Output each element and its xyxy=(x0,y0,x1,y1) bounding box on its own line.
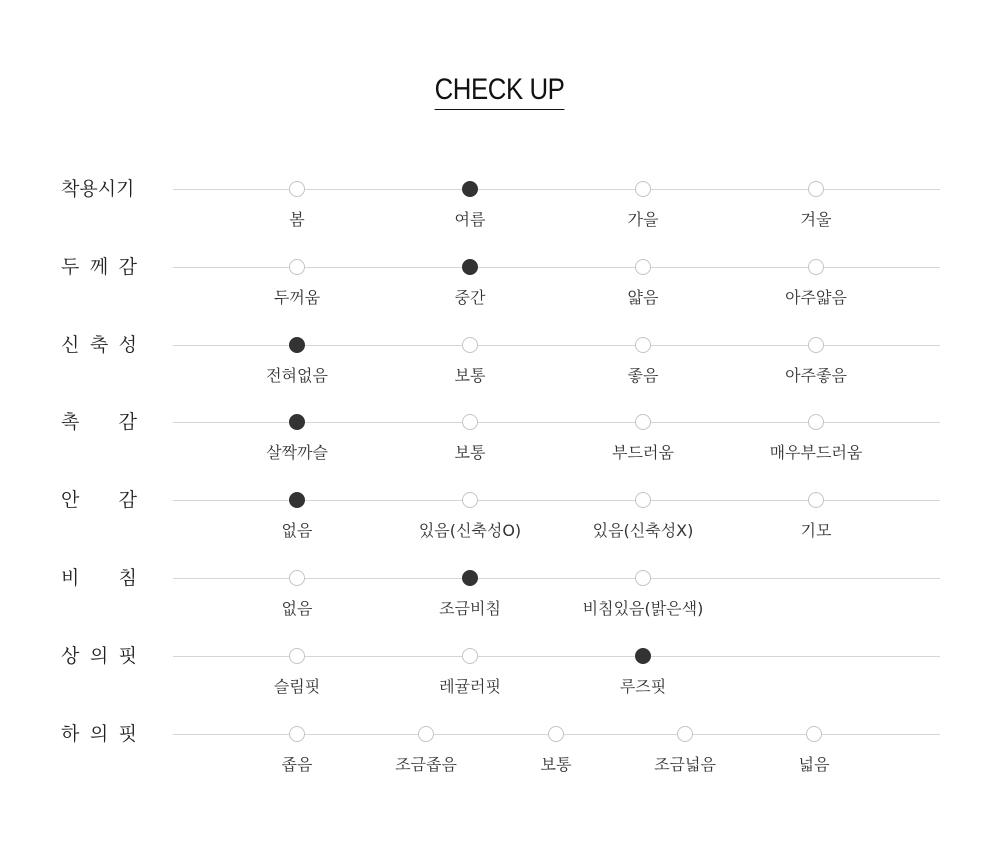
option-label: 겨울 xyxy=(800,210,832,229)
checkup-row xyxy=(0,723,1000,794)
radio-dot xyxy=(808,259,824,275)
row-label-part: 상 xyxy=(61,645,80,667)
radio-dot xyxy=(548,726,564,742)
option-label: 전혀없음 xyxy=(266,366,328,385)
option-label: 좋음 xyxy=(627,366,659,385)
selected-radio-dot xyxy=(462,181,478,197)
option-label: 넓음 xyxy=(798,755,830,774)
radio-dot xyxy=(808,414,824,430)
option-label: 조금넓음 xyxy=(654,755,716,774)
option-label: 보통 xyxy=(540,755,572,774)
row-label-part: 신 xyxy=(61,334,80,356)
radio-dot xyxy=(289,570,305,586)
radio-dot xyxy=(808,492,824,508)
selected-radio-dot xyxy=(289,492,305,508)
radio-dot xyxy=(635,337,651,353)
option-label: 봄 xyxy=(289,210,305,229)
checkup-row xyxy=(0,645,1000,716)
row-label-part: 침 xyxy=(118,567,137,589)
row-label-part: 안 xyxy=(61,489,80,511)
radio-dot xyxy=(806,726,822,742)
checkup-row xyxy=(0,489,1000,560)
row-label-part: 께 xyxy=(89,256,109,278)
checkup-row xyxy=(0,567,1000,638)
option-label: 여름 xyxy=(454,210,486,229)
option-label: 중간 xyxy=(454,288,486,307)
option-label: 가을 xyxy=(627,210,659,229)
radio-dot xyxy=(462,414,478,430)
radio-dot xyxy=(635,259,651,275)
row-label-part: 촉 xyxy=(61,411,80,433)
selected-radio-dot xyxy=(462,259,478,275)
radio-dot xyxy=(635,492,651,508)
row-label xyxy=(61,177,141,201)
checkup-title-wrap xyxy=(0,72,1000,110)
option-label: 두꺼움 xyxy=(273,288,321,307)
selected-radio-dot xyxy=(462,570,478,586)
row-label-part: 핏 xyxy=(118,645,137,667)
row-label-part: 성 xyxy=(118,334,137,356)
row-label-part: 착용시기 xyxy=(61,178,135,200)
radio-dot xyxy=(462,337,478,353)
row-label xyxy=(61,488,137,512)
row-label xyxy=(61,410,137,434)
radio-dot xyxy=(808,181,824,197)
selected-radio-dot xyxy=(289,337,305,353)
radio-dot xyxy=(289,181,305,197)
row-label xyxy=(61,566,137,590)
row-label xyxy=(61,722,137,746)
option-label: 없음 xyxy=(281,599,313,618)
option-label: 있음(신축성O) xyxy=(418,521,522,540)
option-label: 보통 xyxy=(454,366,486,385)
radio-dot xyxy=(808,337,824,353)
row-label-part: 비 xyxy=(61,567,80,589)
radio-dot xyxy=(677,726,693,742)
row-label-part: 하 xyxy=(61,723,80,745)
radio-dot xyxy=(462,492,478,508)
radio-dot xyxy=(635,570,651,586)
option-label: 없음 xyxy=(281,521,313,540)
row-label-part: 의 xyxy=(89,645,109,667)
radio-dot xyxy=(289,726,305,742)
option-label: 조금비침 xyxy=(439,599,501,618)
option-label: 얇음 xyxy=(627,288,659,307)
row-label-part: 감 xyxy=(118,411,137,433)
option-label: 좁음 xyxy=(281,755,313,774)
radio-dot xyxy=(418,726,434,742)
row-label xyxy=(61,333,137,357)
checkup-row xyxy=(0,178,1000,249)
radio-dot xyxy=(289,648,305,664)
checkup-row xyxy=(0,411,1000,482)
checkup-row xyxy=(0,334,1000,405)
radio-dot xyxy=(635,414,651,430)
selected-radio-dot xyxy=(635,648,651,664)
option-label: 있음(신축성X) xyxy=(592,521,694,540)
row-label-part: 축 xyxy=(89,334,109,356)
radio-dot xyxy=(289,259,305,275)
option-label: 매우부드러움 xyxy=(769,443,863,462)
option-label: 보통 xyxy=(454,443,486,462)
row-label-part: 핏 xyxy=(118,723,137,745)
option-label: 기모 xyxy=(800,521,832,540)
row-label-part: 감 xyxy=(118,256,137,278)
selected-radio-dot xyxy=(289,414,305,430)
option-label: 조금좁음 xyxy=(395,755,457,774)
option-label: 비침있음(밝은색) xyxy=(582,599,704,618)
row-label-part: 두 xyxy=(61,256,80,278)
option-label: 레귤러핏 xyxy=(439,677,501,696)
row-label-part: 의 xyxy=(89,723,109,745)
option-label: 부드러움 xyxy=(612,443,674,462)
option-label: 슬림핏 xyxy=(273,677,321,696)
radio-dot xyxy=(462,648,478,664)
checkup-row xyxy=(0,256,1000,327)
page-title: CHECK UP xyxy=(435,72,565,110)
option-label: 루즈핏 xyxy=(619,677,667,696)
radio-dot xyxy=(635,181,651,197)
row-label xyxy=(61,644,137,668)
option-label: 아주얇음 xyxy=(785,288,847,307)
option-label: 살짝까슬 xyxy=(266,443,328,462)
option-label: 아주좋음 xyxy=(785,366,847,385)
row-label xyxy=(61,255,137,279)
row-label-part: 감 xyxy=(118,489,137,511)
